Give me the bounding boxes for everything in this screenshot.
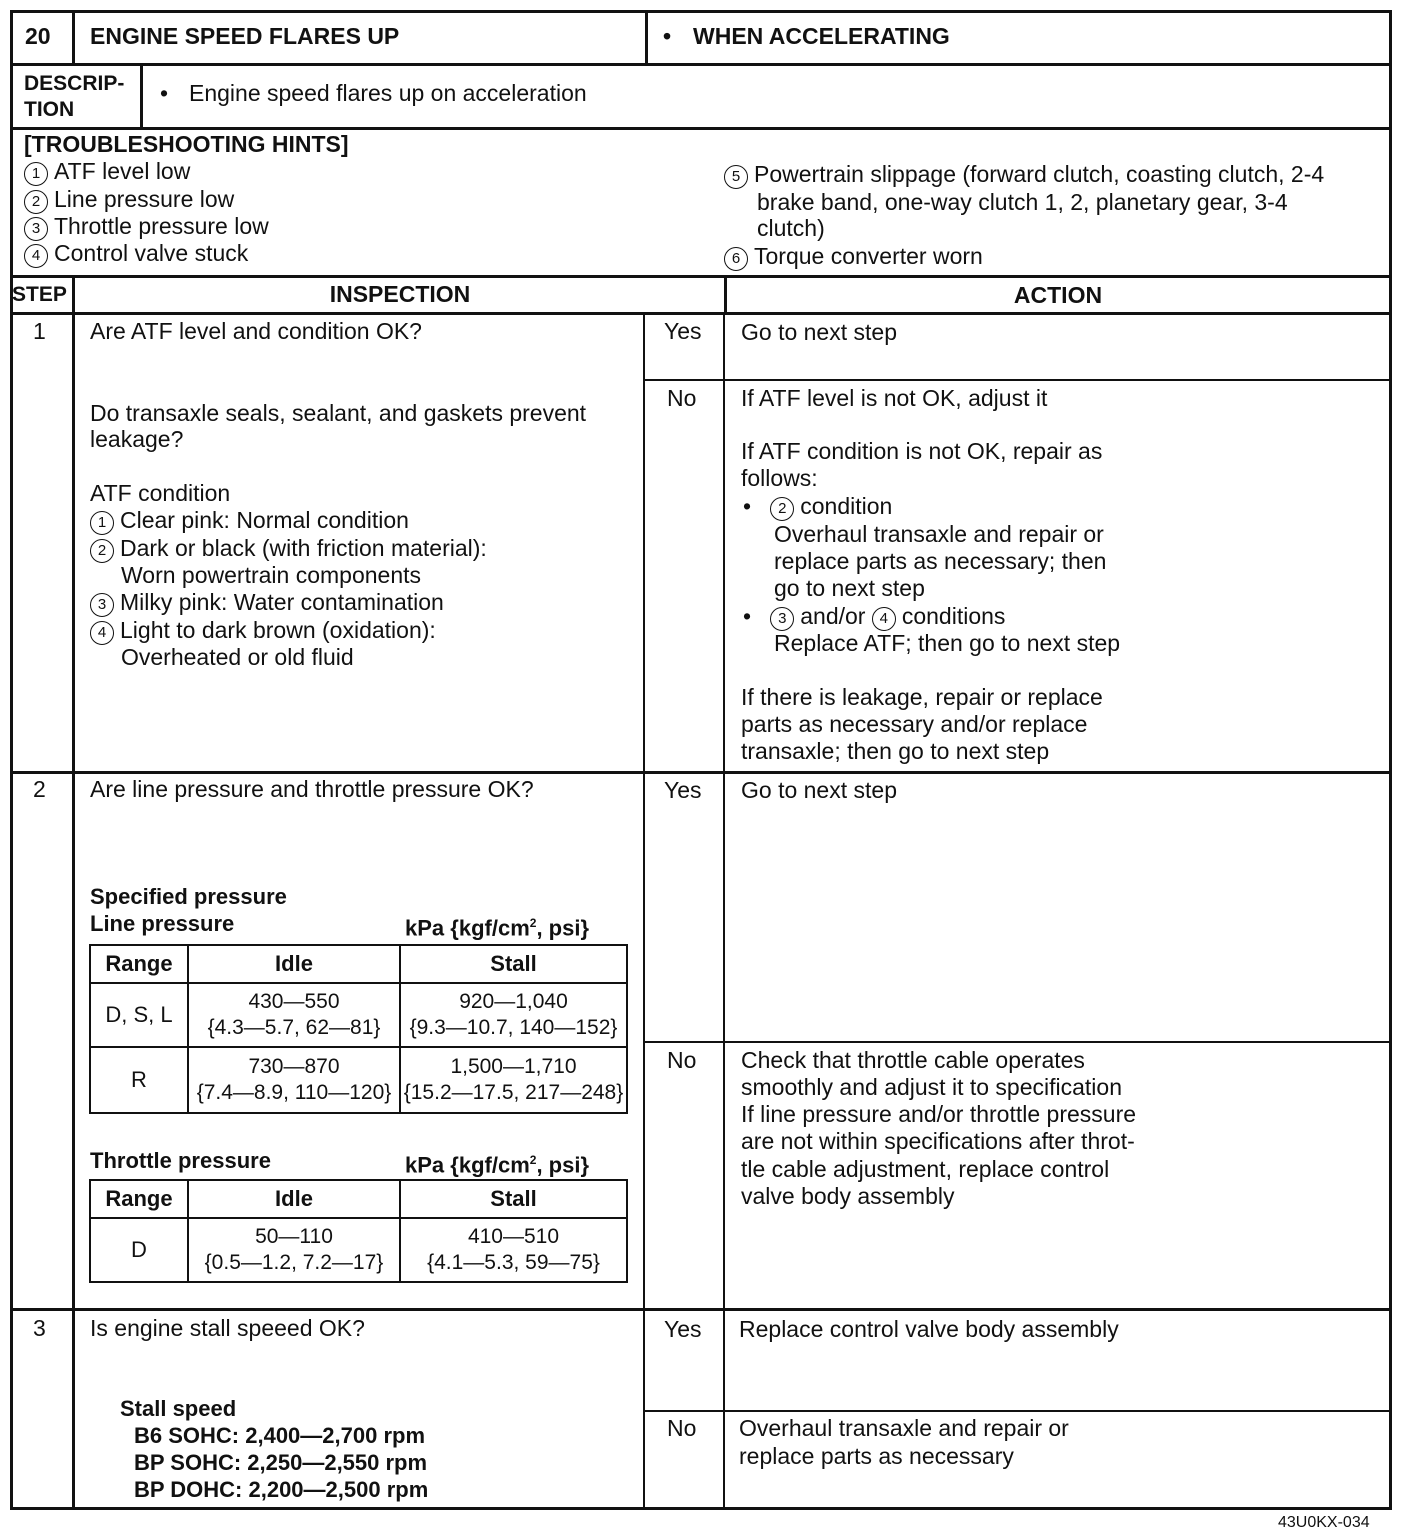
atf-condition-1: 1 Clear pink: Normal condition xyxy=(90,507,409,535)
col-header-inspection: INSPECTION xyxy=(329,281,471,307)
step1-yes-action: Go to next step xyxy=(741,319,897,345)
header-divider-2 xyxy=(645,10,648,64)
circled-number: 4 xyxy=(24,244,48,268)
hint-4: 4 Control valve stuck xyxy=(24,240,248,268)
circled-number: 1 xyxy=(90,511,114,535)
frame-bottom xyxy=(10,1507,1392,1510)
stall-speed-b6-sohc: B6 SOHC: 2,400—2,700 rpm xyxy=(134,1423,426,1448)
table-cell-stall: 920—1,040 {9.3—10.7, 140—152} xyxy=(400,983,627,1047)
circled-number: 2 xyxy=(770,497,794,521)
step2-yes-no-divider xyxy=(643,1041,1391,1043)
step1-no-action-3-l3: transaxle; then go to next step xyxy=(741,738,1050,764)
step2-no-action-l2: smoothly and adjust it to specification xyxy=(741,1074,1122,1100)
atf-condition-2: 2 Dark or black (with friction material): xyxy=(90,535,487,563)
atf-condition-4-cont: Overheated or old fluid xyxy=(121,644,354,670)
step3-no-action-l2: replace parts as necessary xyxy=(739,1443,1014,1469)
step1-no-action-2-l2: follows: xyxy=(741,465,818,491)
circled-number: 2 xyxy=(24,190,48,214)
table-cell-stall: 1,500—1,710 {15.2—17.5, 217—248} xyxy=(400,1047,627,1113)
description-bullet: • xyxy=(160,80,169,106)
table-header: Range xyxy=(90,1180,188,1218)
table-header: Stall xyxy=(400,945,627,983)
table-header: Range xyxy=(90,945,188,983)
atf-condition-2-cont: Worn powertrain components xyxy=(121,562,421,588)
table-cell-stall: 410—510 {4.1—5.3, 59—75} xyxy=(400,1218,627,1282)
hint-2: 2 Line pressure low xyxy=(24,186,234,214)
frame-left xyxy=(10,10,13,1510)
description-label-1: DESCRIP- xyxy=(24,72,125,95)
colhead-bottom xyxy=(10,312,1392,315)
throttle-pressure-unit: kPa {$kgf/cm^2$, psi} xyxy=(405,1152,590,1178)
step1-no-bullet-1-l1: Overhaul transaxle and repair or xyxy=(774,521,1104,547)
desc-bottom xyxy=(10,127,1392,130)
step2-yes-action: Go to next step xyxy=(741,777,897,803)
col-header-action: ACTION xyxy=(1013,282,1103,308)
step1-no-action-3-l2: parts as necessary and/or replace xyxy=(741,711,1088,737)
circled-number: 3 xyxy=(770,607,794,631)
line-pressure-unit: kPa {$kgf/cm^2$, psi} xyxy=(405,915,590,941)
answer-col-left xyxy=(643,312,645,1509)
step2-question: Are line pressure and throttle pressure OK? xyxy=(90,776,534,802)
step1-question: Are ATF level and condition OK? xyxy=(90,318,422,344)
circled-number: 1 xyxy=(24,162,48,186)
table-cell-idle: 430—550 {4.3—5.7, 62—81} xyxy=(188,983,400,1047)
step1-question2-l2: leakage? xyxy=(90,426,184,452)
stall-speed-bp-sohc: BP SOHC: 2,250—2,550 rpm xyxy=(134,1450,428,1475)
hint-5-cont-1: brake band, one-way clutch 1, 2, planetary gear, 3-4 xyxy=(757,189,1288,215)
step3-question: Is engine stall speeed OK? xyxy=(90,1315,365,1341)
circled-number: 3 xyxy=(24,217,48,241)
symptom-title: ENGINE SPEED FLARES UP xyxy=(90,23,400,49)
step2-no-action-l3: If line pressure and/or throttle pressure xyxy=(741,1101,1137,1127)
table-cell-idle: 50—110 {0.5—1.2, 7.2—17} xyxy=(188,1218,400,1282)
circled-number: 5 xyxy=(724,165,748,189)
step2-yes: Yes xyxy=(664,777,702,803)
circled-number: 4 xyxy=(90,621,114,645)
step1-no-bullet-2-l1: Replace ATF; then go to next step xyxy=(774,630,1121,656)
atf-condition-3: 3 Milky pink: Water contamination xyxy=(90,589,444,617)
circled-number: 6 xyxy=(724,247,748,271)
step1-yes-no-divider xyxy=(643,379,1391,381)
answer-col-right xyxy=(723,312,725,1509)
step1-no-action-2-l1: If ATF condition is not OK, repair as xyxy=(741,438,1103,464)
description-text: Engine speed flares up on acceleration xyxy=(189,80,587,106)
table-header: Idle xyxy=(188,1180,400,1218)
step3-no-action-l1: Overhaul transaxle and repair or xyxy=(739,1415,1069,1441)
circled-number: 3 xyxy=(90,593,114,617)
table-cell-range: R xyxy=(90,1047,188,1113)
step1-no: No xyxy=(667,385,697,411)
header-divider-1 xyxy=(72,10,75,64)
hint-1: 1 ATF level low xyxy=(24,158,190,186)
step2-no-action-l1: Check that throttle cable operates xyxy=(741,1047,1085,1073)
specified-pressure-title: Specified pressure xyxy=(90,884,287,909)
step3-no: No xyxy=(667,1415,697,1441)
table-header: Stall xyxy=(400,1180,627,1218)
step1-yes: Yes xyxy=(664,318,702,344)
hint-5: 5 Powertrain slippage (forward clutch, coasting clutch, 2-4 xyxy=(724,161,1324,189)
step2-no-action-l5: tle cable adjustment, replace control xyxy=(741,1156,1110,1182)
step1-bottom xyxy=(10,771,1392,774)
col-header-step: STEP xyxy=(12,283,67,306)
description-label-2: TION xyxy=(24,98,75,121)
step2-bottom xyxy=(10,1308,1392,1311)
circled-number: 2 xyxy=(90,539,114,563)
hint-3: 3 Throttle pressure low xyxy=(24,213,269,241)
step1-no-bullet-1: • 2 condition xyxy=(743,493,893,519)
condition-title: WHEN ACCELERATING xyxy=(693,23,950,49)
figure-code: 43U0KX-034 xyxy=(1278,1514,1370,1531)
table-cell-range: D, S, L xyxy=(90,983,188,1047)
table-header: Idle xyxy=(188,945,400,983)
stall-speed-title: Stall speed xyxy=(120,1396,237,1421)
frame-right xyxy=(1389,10,1392,1510)
hint-6: 6 Torque converter worn xyxy=(724,243,983,271)
table-cell-idle: 730—870 {7.4—8.9, 110—120} xyxy=(188,1047,400,1113)
circled-number: 4 xyxy=(872,607,896,631)
step2-no-action-l6: valve body assembly xyxy=(741,1183,955,1209)
step-col-divider xyxy=(72,275,75,1509)
symptom-number: 20 xyxy=(25,23,51,49)
hints-bottom xyxy=(10,275,1392,278)
step2-number: 2 xyxy=(33,776,46,802)
step1-no-action-3-l1: If there is leakage, repair or replace xyxy=(741,684,1103,710)
step3-yes: Yes xyxy=(664,1316,702,1342)
hint-5-cont-2: clutch) xyxy=(757,215,825,241)
step1-number: 1 xyxy=(33,318,46,344)
step1-question2-l1: Do transaxle seals, sealant, and gaskets prevent xyxy=(90,400,587,426)
header-bottom xyxy=(10,63,1392,66)
atf-condition-title: ATF condition xyxy=(90,480,231,506)
step1-no-bullet-1-l3: go to next step xyxy=(774,575,925,601)
step3-yes-no-divider xyxy=(643,1410,1391,1412)
step3-yes-action: Replace control valve body assembly xyxy=(739,1316,1119,1342)
frame-top xyxy=(10,10,1392,13)
line-pressure-title: Line pressure xyxy=(90,911,235,936)
line-pressure-table xyxy=(89,944,628,1114)
step1-no-action-1: If ATF level is not OK, adjust it xyxy=(741,385,1048,411)
condition-bullet: • xyxy=(663,23,672,49)
step3-number: 3 xyxy=(33,1315,46,1341)
step2-no: No xyxy=(667,1047,697,1073)
table-cell-range: D xyxy=(90,1218,188,1282)
atf-condition-4: 4 Light to dark brown (oxidation): xyxy=(90,617,436,645)
step1-no-bullet-2: • 3 and/or 4 conditions xyxy=(743,603,1006,629)
step2-no-action-l4: are not within specifications after throt- xyxy=(741,1128,1135,1154)
hints-title: [TROUBLESHOOTING HINTS] xyxy=(24,131,349,157)
desc-divider xyxy=(140,63,143,128)
step1-no-bullet-1-l2: replace parts as necessary; then xyxy=(774,548,1107,574)
stall-speed-bp-dohc: BP DOHC: 2,200—2,500 rpm xyxy=(134,1477,429,1502)
throttle-pressure-table xyxy=(89,1179,628,1283)
throttle-pressure-title: Throttle pressure xyxy=(90,1148,271,1173)
